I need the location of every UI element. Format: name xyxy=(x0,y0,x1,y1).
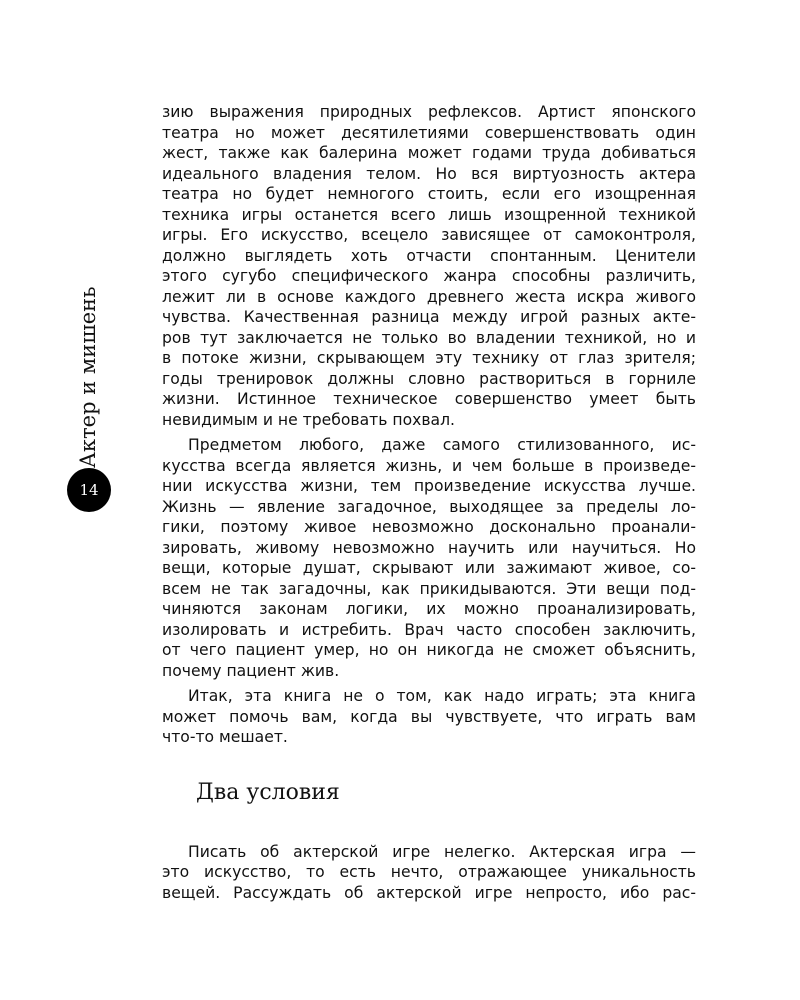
text-line: вещи, которые душат, скрывают или зажимают живое, со- xyxy=(162,559,696,577)
text-line: техника игры останется всего лишь изощренной техникой xyxy=(162,205,696,224)
text-line: идеального владения телом. Но вся виртуозность актера xyxy=(162,164,696,183)
text-line: игры. Его искусство, всецело зависящее от самоконтроля, xyxy=(162,226,696,244)
text-line: театра но будет немногого стоить, если его изощренная xyxy=(162,185,696,203)
text-line: может помочь вам, когда вы чувствуете, что играть вам xyxy=(162,707,696,726)
text-line: Писать об актерской игре нелегко. Актерская игра — xyxy=(188,842,696,861)
paragraph-1 xyxy=(162,102,696,430)
text-line: кусства всегда является жизнь, и чем больше в произведе- xyxy=(162,456,696,475)
page-margin xyxy=(64,268,110,514)
text-line: жест, также как балерина может годами труда добиваться xyxy=(162,144,696,162)
text-line: невидимым и не требовать похвал. xyxy=(162,410,456,429)
text-line: чувства. Качественная разница между игрой разных акте- xyxy=(162,308,696,326)
text-line: годы тренировок должны словно раствориться в горниле xyxy=(162,369,696,388)
text-line: должно выглядеть хоть отчасти спонтанным. Ценители xyxy=(162,246,696,265)
text-line: всем не так загадочны, как прикидываются. Эти вещи под- xyxy=(162,579,696,598)
paragraph-2 xyxy=(162,435,696,681)
text-line: Предметом любого, даже самого стилизованного, ис- xyxy=(188,436,696,454)
text-line: это искусство, то есть нечто, отражающее уникальность xyxy=(162,863,696,881)
text-line: от чего пациент умер, но он никогда не сможет объяснить, xyxy=(162,641,696,659)
text-line: изолировать и истребить. Врач часто способен заключить, xyxy=(162,620,696,639)
text-line: зию выражения природных рефлексов. Артист японского xyxy=(162,103,696,121)
running-head: Актер и мишень xyxy=(76,286,100,468)
text-line: в потоке жизни, скрывающем эту технику от глаз зрителя; xyxy=(162,349,696,367)
text-line: что-то мешает. xyxy=(162,728,288,746)
section-heading: Два условия xyxy=(196,779,340,805)
text-line: ров тут заключается не только во владении техникой, но и xyxy=(162,328,696,347)
text-line: зировать, живому невозможно научить или научиться. Но xyxy=(162,538,696,557)
text-line: лежит ли в основе каждого древнего жеста искра живого xyxy=(162,287,696,306)
text-line: гики, поэтому живое невозможно досконально проанали- xyxy=(162,518,696,536)
text-line: нии искусства жизни, тем произведение искусства лучше. xyxy=(162,477,696,495)
text-line: Итак, эта книга не о том, как надо играть; эта книга xyxy=(188,687,696,705)
paragraph-4 xyxy=(162,842,696,904)
page-number-badge xyxy=(67,468,111,512)
body-text xyxy=(162,102,696,908)
paragraph-3 xyxy=(162,686,696,748)
text-line: вещей. Рассуждать об актерской игре непросто, ибо рас- xyxy=(162,883,696,902)
text-line: этого сугубо специфического жанра способны различить, xyxy=(162,267,696,285)
text-line: театра но может десятилетиями совершенствовать один xyxy=(162,123,696,142)
text-line: Жизнь — явление загадочное, выходящее за пределы ло- xyxy=(162,497,696,516)
text-line: почему пациент жив. xyxy=(162,661,340,680)
text-line: чиняются законам логики, их можно проанализировать, xyxy=(162,600,696,618)
text-line: жизни. Истинное техническое совершенство умеет быть xyxy=(162,390,696,408)
page-number: 14 xyxy=(79,481,99,499)
